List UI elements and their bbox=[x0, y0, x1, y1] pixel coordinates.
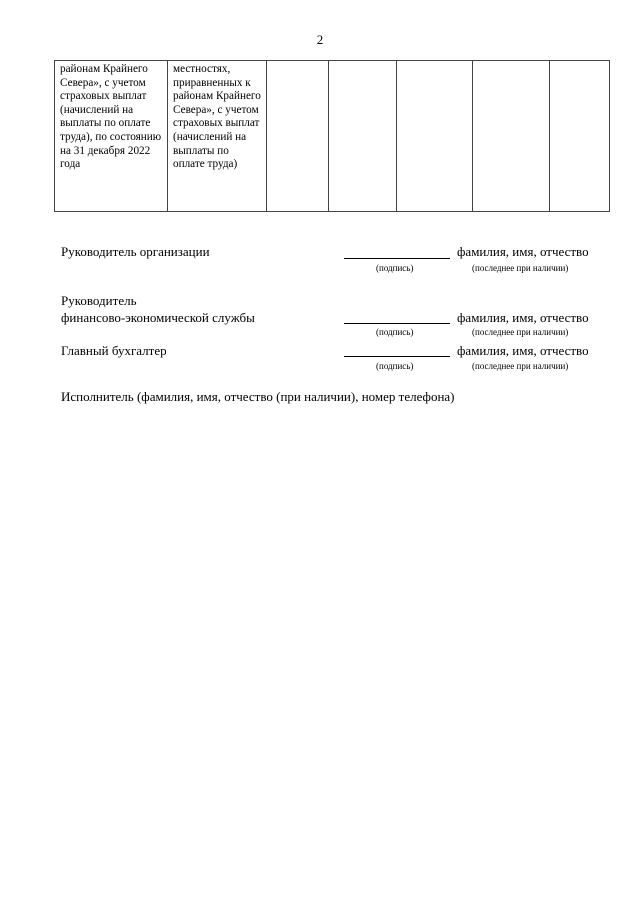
table-cell bbox=[267, 61, 329, 212]
head-name: фамилия, имя, отчество bbox=[457, 244, 589, 259]
report-table bbox=[54, 60, 610, 212]
accountant-name: фамилия, имя, отчество bbox=[457, 343, 589, 358]
table-cell: местностях, приравненных к районам Крайнего Севера», с учетом страховых выплат (начислений на выплаты по оплате труда) bbox=[168, 61, 267, 212]
finance-sign-hint: (подпись) bbox=[376, 327, 414, 337]
executor-line: Исполнитель (фамилия, имя, отчество (при наличии), номер телефона) bbox=[61, 389, 455, 404]
head-signature-line bbox=[344, 258, 450, 259]
table-cell bbox=[473, 61, 550, 212]
table-row bbox=[55, 61, 610, 212]
finance-signature-line bbox=[344, 323, 450, 324]
table-cell bbox=[329, 61, 397, 212]
page-number: 2 bbox=[316, 32, 324, 47]
accountant-signature-line bbox=[344, 356, 450, 357]
finance-name: фамилия, имя, отчество bbox=[457, 310, 589, 325]
head-sign-hint: (подпись) bbox=[376, 263, 414, 273]
finance-label-line2: финансово-экономической службы bbox=[61, 310, 255, 325]
accountant-name-hint: (последнее при наличии) bbox=[472, 361, 569, 371]
table-cell bbox=[550, 61, 610, 212]
accountant-sign-hint: (подпись) bbox=[376, 361, 414, 371]
finance-name-hint: (последнее при наличии) bbox=[472, 327, 569, 337]
table-cell bbox=[397, 61, 473, 212]
table-cell: районам Крайнего Севера», с учетом страховых выплат (начислений на выплаты по оплате труда), по состоянию на 31 декабря 2022 года bbox=[55, 61, 168, 212]
accountant-label: Главный бухгалтер bbox=[61, 343, 167, 358]
head-label: Руководитель организации bbox=[61, 244, 210, 259]
head-name-hint: (последнее при наличии) bbox=[472, 263, 569, 273]
finance-label-line1: Руководитель bbox=[61, 293, 137, 308]
